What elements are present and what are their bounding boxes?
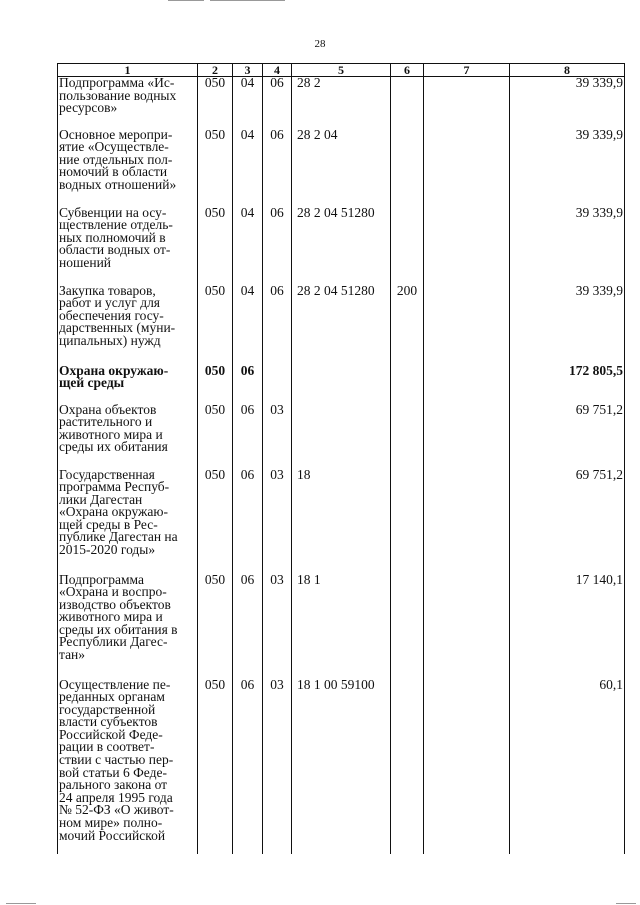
header-cell-4: 4 (263, 64, 292, 77)
column-7-cell (424, 207, 510, 285)
item-name-line: государственной (59, 701, 156, 717)
header-cell-3: 3 (233, 64, 263, 77)
amount-cell: 39 339,9 (510, 285, 625, 365)
table-body (58, 77, 625, 854)
item-name-cell (58, 676, 198, 854)
item-name-line: ципальных) нужд (59, 332, 161, 348)
item-name-line: дарственных (муни- (59, 320, 176, 336)
expense-type-cell (391, 469, 424, 574)
table-row (58, 365, 625, 404)
item-name-line: Государственная (59, 466, 155, 482)
subsection-code-cell: 03 (263, 404, 292, 469)
table-row (58, 469, 625, 574)
item-name-cell (58, 466, 198, 574)
item-name-line: Закупка товаров, (59, 282, 156, 298)
section-code-cell: 06 (233, 365, 263, 404)
ministry-code-cell: 050 (198, 77, 233, 129)
header-cell-7: 7 (424, 64, 510, 77)
amount-cell: 60,1 (510, 679, 625, 854)
column-7-cell (424, 285, 510, 365)
page-number: 28 (314, 38, 326, 50)
item-name-line: ществление отдель- (59, 217, 173, 233)
item-name-line: «Охрана и воспро- (59, 584, 167, 600)
item-name-line: щей среды в Рес- (59, 516, 158, 532)
item-name-cell (58, 77, 198, 129)
expense-type-cell (391, 365, 424, 404)
header-cell-5: 5 (292, 64, 391, 77)
section-code-cell: 04 (233, 77, 263, 129)
item-name-line: щей среды (59, 375, 125, 391)
item-name-cell (58, 126, 198, 207)
item-name-line: ном мире» полно- (59, 815, 163, 831)
item-name-line: 24 апреля 1995 года (59, 789, 173, 805)
amount-cell: 39 339,9 (510, 77, 625, 129)
item-name-line: среды их обитания (59, 439, 168, 455)
subsection-code-cell: 03 (263, 469, 292, 574)
item-name-line: Основное меропри- (59, 126, 173, 142)
item-name-line: пользование водных (59, 87, 177, 103)
header-cell-2: 2 (198, 64, 233, 77)
item-name-line: Республики Дагес- (59, 634, 168, 650)
item-name-line: ятие «Осуществле- (59, 139, 169, 155)
item-name-line: ствии с частью пер- (59, 752, 174, 768)
expense-type-cell (391, 77, 424, 129)
item-name-line: ресурсов» (59, 100, 118, 116)
item-name-line: 2015-2020 годы» (59, 542, 156, 558)
column-7-cell (424, 574, 510, 679)
top-edge-mark (210, 0, 285, 1)
item-name-cell (58, 282, 198, 365)
expense-type-cell (391, 129, 424, 207)
bottom-edge-mark (6, 903, 36, 904)
column-7-cell (424, 77, 510, 129)
item-name-line: работ и услуг для (59, 295, 161, 311)
expense-type-cell (391, 404, 424, 469)
item-name-line: реданных органам (59, 689, 165, 705)
header-cell-1: 1 (58, 64, 198, 77)
item-name-line: тан» (59, 647, 86, 663)
item-name-line: публике Дагестан на (59, 529, 178, 545)
item-name-line: изводство объектов (59, 596, 171, 612)
item-name-line: Охрана окружаю- (59, 362, 169, 378)
ministry-code-cell: 050 (198, 129, 233, 207)
section-code-cell: 06 (233, 574, 263, 679)
section-code-cell: 06 (233, 679, 263, 854)
expense-type-cell: 200 (391, 285, 424, 365)
item-name-line: Осуществление пе- (59, 676, 171, 692)
amount-cell: 69 751,2 (510, 469, 625, 574)
subsection-code-cell: 03 (263, 574, 292, 679)
item-name-cell (58, 204, 198, 285)
item-name-line: обеспечения госу- (59, 307, 164, 323)
ministry-code-cell: 050 (198, 469, 233, 574)
item-name-line: Подпрограмма «Ис- (59, 75, 175, 90)
target-article-cell: 18 (292, 469, 391, 574)
subsection-code-cell: 03 (263, 679, 292, 854)
amount-cell: 17 140,1 (510, 574, 625, 679)
subsection-code-cell: 06 (263, 77, 292, 129)
target-article-cell: 28 2 04 51280 (292, 207, 391, 285)
expense-type-cell (391, 574, 424, 679)
subsection-code-cell (263, 365, 292, 404)
item-name-cell (58, 401, 198, 469)
target-article-cell: 28 2 04 51280 (292, 285, 391, 365)
item-name-line: номочий в области (59, 164, 168, 180)
bottom-edge-mark (616, 903, 636, 904)
item-name-line: животного мира и (59, 609, 163, 625)
item-name-cell (58, 571, 198, 679)
item-name-line: программа Респуб- (59, 479, 170, 495)
item-name-line: власти субъектов (59, 714, 158, 730)
target-article-cell: 28 2 (292, 77, 391, 129)
target-article-cell (292, 365, 391, 404)
item-name-line: Субвенции на осу- (59, 204, 167, 220)
column-7-cell (424, 129, 510, 207)
item-name-line: № 52-ФЗ «О живот- (59, 802, 174, 818)
ministry-code-cell: 050 (198, 207, 233, 285)
item-name-line: Подпрограмма (59, 571, 144, 587)
table-row (58, 679, 625, 854)
ministry-code-cell: 050 (198, 285, 233, 365)
item-name-line: области водных от- (59, 242, 171, 258)
item-name-line: рального закона от (59, 777, 168, 793)
amount-cell: 39 339,9 (510, 207, 625, 285)
section-code-cell: 04 (233, 129, 263, 207)
amount-cell: 39 339,9 (510, 129, 625, 207)
budget-table (57, 63, 625, 854)
target-article-cell: 28 2 04 (292, 129, 391, 207)
item-name-line: животного мира и (59, 426, 163, 442)
table-row (58, 129, 625, 207)
item-name-line: ных полномочий в (59, 229, 166, 245)
ministry-code-cell: 050 (198, 404, 233, 469)
table-row (58, 404, 625, 469)
column-7-cell (424, 404, 510, 469)
item-name-line: ношений (59, 254, 112, 270)
item-name-line: лики Дагестан (59, 491, 143, 507)
column-7-cell (424, 679, 510, 854)
subsection-code-cell: 06 (263, 285, 292, 365)
item-name-line: «Охрана окружаю- (59, 504, 168, 520)
item-name-line: ние отдельных пол- (59, 151, 173, 167)
table-row (58, 207, 625, 285)
subsection-code-cell: 06 (263, 129, 292, 207)
top-edge-mark (168, 0, 204, 1)
section-code-cell: 04 (233, 207, 263, 285)
ministry-code-cell: 050 (198, 679, 233, 854)
item-name-line: рации в соответ- (59, 739, 155, 755)
item-name-line: Российской Феде- (59, 726, 163, 742)
item-name-line: Охрана объектов (59, 401, 157, 417)
expense-type-cell (391, 679, 424, 854)
subsection-code-cell: 06 (263, 207, 292, 285)
column-7-cell (424, 469, 510, 574)
ministry-code-cell: 050 (198, 574, 233, 679)
section-code-cell: 06 (233, 469, 263, 574)
amount-cell: 172 805,5 (510, 365, 625, 404)
ministry-code-cell: 050 (198, 365, 233, 404)
target-article-cell: 18 1 (292, 574, 391, 679)
item-name-line: водных отношений» (59, 176, 177, 192)
header-cell-8: 8 (510, 64, 625, 77)
table-row (58, 77, 625, 129)
target-article-cell: 18 1 00 59100 (292, 679, 391, 854)
item-name-cell (58, 362, 198, 404)
section-code-cell: 04 (233, 285, 263, 365)
target-article-cell (292, 404, 391, 469)
item-name-line: растительного и (59, 414, 153, 430)
amount-cell: 69 751,2 (510, 404, 625, 469)
table-row (58, 285, 625, 365)
item-name-line: среды их обитания в (59, 621, 178, 637)
item-name-line: вой статьи 6 Феде- (59, 764, 167, 780)
item-name-line: мочий Российской (59, 827, 166, 843)
expense-type-cell (391, 207, 424, 285)
section-code-cell: 06 (233, 404, 263, 469)
header-cell-6: 6 (391, 64, 424, 77)
column-7-cell (424, 365, 510, 404)
table-row (58, 574, 625, 679)
